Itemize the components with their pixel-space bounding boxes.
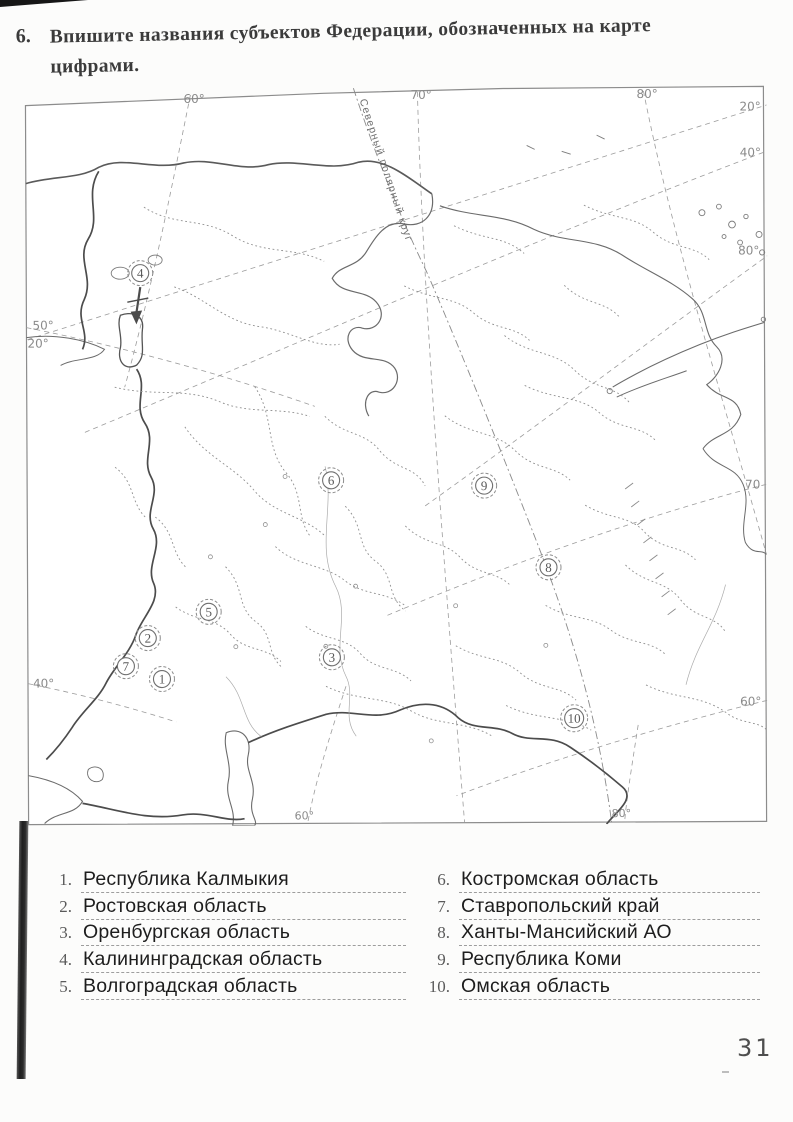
label-bottom-60: 60° bbox=[294, 809, 315, 823]
svg-text:8: 8 bbox=[545, 559, 552, 575]
answer-number: 6. bbox=[437, 869, 450, 889]
answer-row-5 bbox=[38, 973, 406, 1000]
svg-text:2: 2 bbox=[144, 630, 152, 646]
answer-number: 2. bbox=[59, 896, 72, 916]
svg-text:5: 5 bbox=[205, 604, 212, 620]
label-left-50: 50° bbox=[32, 318, 54, 333]
answer-text: Ставропольский край bbox=[459, 895, 760, 920]
answer-number: 3. bbox=[59, 923, 72, 943]
page-number: 31 bbox=[737, 1034, 774, 1062]
label-top-70: 70° bbox=[410, 87, 432, 102]
task-title-line1: Впишите названия субъектов Федерации, обозначенных на карте bbox=[49, 15, 652, 48]
answer-text: Оренбургская область bbox=[81, 921, 406, 946]
answer-column-right bbox=[416, 866, 760, 1000]
label-top-60: 60° bbox=[183, 91, 205, 106]
answer-number: 10. bbox=[428, 976, 450, 996]
svg-text:10: 10 bbox=[567, 710, 581, 726]
label-left-40: 40° bbox=[32, 676, 55, 691]
scan-artifact-corner bbox=[0, 0, 88, 7]
answer-number: 8. bbox=[437, 923, 450, 943]
svg-text:3: 3 bbox=[328, 649, 336, 665]
scan-speck bbox=[722, 1071, 729, 1073]
svg-text:7: 7 bbox=[122, 658, 130, 674]
label-top-80: 80° bbox=[636, 86, 658, 101]
answer-number: 7. bbox=[437, 896, 450, 916]
svg-text:6: 6 bbox=[327, 472, 335, 488]
scan-artifact-binding bbox=[17, 821, 29, 1079]
answer-text: Костромская область bbox=[459, 868, 760, 893]
answer-list bbox=[38, 866, 760, 1000]
label-left-20: 20° bbox=[27, 336, 49, 351]
answer-text: Омская область bbox=[459, 975, 760, 1000]
answer-row-2 bbox=[38, 893, 406, 920]
answer-row-6 bbox=[416, 866, 760, 893]
answer-row-4 bbox=[38, 946, 406, 973]
task-header bbox=[15, 9, 778, 84]
label-right-60: 60° bbox=[740, 694, 762, 709]
answer-text: Волгоградская область bbox=[81, 975, 406, 1000]
task-title-line2: цифрами. bbox=[50, 54, 140, 78]
answer-row-1 bbox=[38, 866, 406, 893]
answer-row-8 bbox=[416, 920, 760, 947]
answer-text: Ростовская область bbox=[81, 895, 406, 920]
svg-text:9: 9 bbox=[480, 478, 488, 494]
answer-text: Республика Коми bbox=[459, 948, 760, 973]
answer-row-9 bbox=[416, 946, 760, 973]
answer-row-3 bbox=[38, 920, 406, 947]
contour-map bbox=[23, 84, 769, 826]
task-number: 6. bbox=[15, 25, 31, 48]
answer-number: 4. bbox=[59, 950, 72, 970]
answer-number: 1. bbox=[59, 869, 72, 889]
label-right-70: 70 bbox=[745, 477, 761, 492]
answer-column-left bbox=[38, 866, 406, 1000]
answer-text: Калининградская область bbox=[81, 948, 406, 973]
answer-text: Ханты-Мансийский АО bbox=[459, 921, 760, 946]
label-right-40: 40° bbox=[739, 145, 761, 160]
label-right-20: 20° bbox=[739, 99, 761, 114]
svg-text:1: 1 bbox=[158, 671, 166, 687]
task-title bbox=[49, 11, 651, 83]
answer-text: Республика Калмыкия bbox=[81, 868, 406, 893]
svg-text:4: 4 bbox=[136, 265, 144, 281]
label-right-80: 80° bbox=[738, 243, 760, 258]
answer-number: 5. bbox=[59, 976, 72, 996]
answer-row-10 bbox=[416, 973, 760, 1000]
label-bottom-80: 80° bbox=[611, 806, 632, 821]
arctic-circle-label: Северный полярный круг bbox=[356, 97, 415, 244]
answer-number: 9. bbox=[437, 950, 450, 970]
answer-row-7 bbox=[416, 893, 760, 920]
